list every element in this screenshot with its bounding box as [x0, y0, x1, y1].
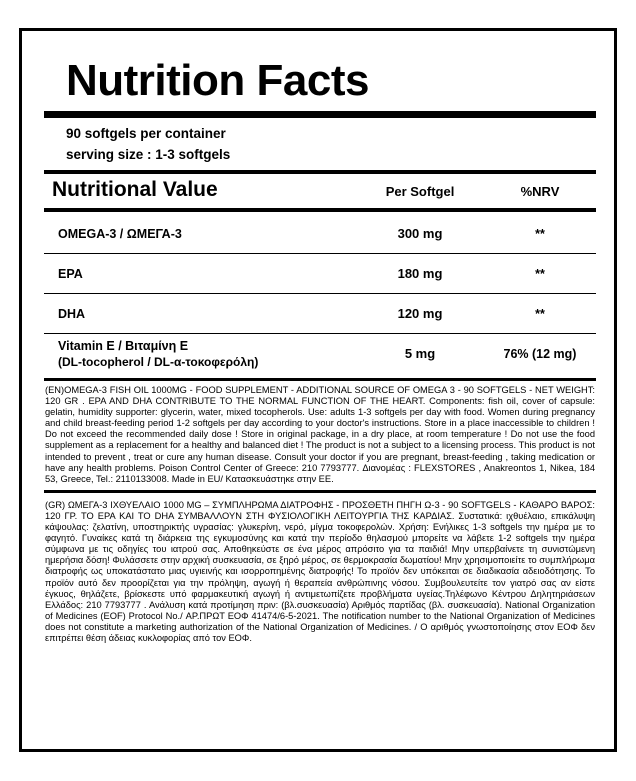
serving-info — [44, 122, 596, 167]
table-row — [44, 254, 596, 294]
legal-text-greek: (GR) ΩΜΕΓΑ-3 ΙΧΘΥΕΛΑΙΟ 1000 MG – ΣΥΜΠΛΗΡΩΜΑ ΔΙΑΤΡΟΦΗΣ - ΠΡΟΣΘΕΤΗ ΠΗΓΗ Ω-3 - 90 SOFTGELS - ΚΑΘΑΡΟ ΒΑΡΟΣ: 120 ΓΡ. ΤΟ ΕΡΑ ΚΑΙ ΤΟ DHA ΣΥΜΒΑΛΛΟΥΝ ΣΤΗ ΦΥΣΙΟΛΟΓΙΚΗ ΛΕΙΤΟΥΡΓΙΑ ΤΗΣ ΚΑΡΔΙΑΣ. Συστατικά: ιχθυέλαιο, επικάλυψη κάψουλας: ζελατίνη, υποστηρικτής υγρασίας: γλυκερίνη, νερό, μίγμα τοκοφερολών. Χρήση: Ενήλικες 1-3 softgels την ημέρα με το φαγητό. Γυναίκες κατά τη διάρκεια της εγκυμοσύνης και κατά την περίοδο θηλασμού μπορείτε να λάβετε 1-2 softgels την ημέρα σύμφωνα με τις οδηγίες του ιατρού σας. Αποθηκεύστε σε ένα μέρος απρόσιτο για τα παιδιά! Μην υπερβαίνετε τη συνιστώμενη ημερήσια δόση! Φυλάσσετε στην αρχική συσκευασία, σε ξηρό μέρος, σε θερμοκρασία δωματίου! Μην χρησιμοποιείτε το συμπλήρωμα διατροφής ως υποκατάστατο μιας υγιεινής και ισορροπημένης διατροφής! Το προϊόν δεν υπόκειται σε διαδικασία αδειοδότησης. Το προϊόν αυτό δεν προορίζεται για την πρόληψη, αγωγή ή θεραπεία ανθρώπινης νόσου. Συμβουλευτείτε τον γιατρό σας αν είστε έγκυος, θηλάζετε, βρίσκεστε υπό φαρμακευτική αγωγή ή αντιμετωπίζετε προβλήματα υγείας.Τηλέφωνο Κέντρου Δηλητηριάσεων Ελλάδος: 210 7793777 . Ανάλυση κατά προτίμηση πριν: (βλ.συσκευασία) Αριθμός παρτίδας (βλ. συσκευασία). National Organization of Medicines (EOF) Protocol No./ ΑΡ.ΠΡΩΤ ΕΟΦ 41474/6-5-2021. The notification number to the National Organization of Medicines does not constitute a marketing authorization of the National Organization of Medicines. / Ο αριθμός γνωστοποίησης στον ΕΟΦ δεν επιτρέπει θέση άδειας κυκλοφορίας από τον ΕΟΦ. — [45, 499, 595, 643]
nutrient-name-main: Vitamin E / Βιταμίνη E — [58, 338, 189, 353]
nutrient-name-sub: (DL-tocopherol / DL-α-τοκοφερόλη) — [58, 354, 259, 369]
legal-text-english: (EN)OMEGA-3 FISH OIL 1000MG - FOOD SUPPLEMENT - ADDITIONAL SOURCE OF OMEGA 3 - 90 SOFTGELS - NET WEIGHT: 120 GR . EPA AND DHA CONTRIBUTE TO THE NORMAL FUNCTION OF THE HEART. Components: fish oil, cover of capsule: gelatin, humidity supporter: glycerin, water, mixed tocopherols. Use: adults 1-3 softgels per day with food. Women during pregnancy and child breast-feeding period 1-2 softgels per day according to your doctor's instructions. Store in a place inaccessible to children ! Do not exceed the recommended daily dose ! Store in original package, in a dry place, at room temperature ! Do not use the food supplement as a replacement for a healthy and balanced diet ! The product is not a subject to a licensing process. This product is not intended to prevent , treat or cure any human disease. Consult your doctor if you are pregnant, breast-feeding , taking medication or have any health problems. Poison Control Center of Greece: 210 7793777. Διανομέας : FLEXSTORES , Anakreontos 1, Nikea, 184 53, Greece, Tel.: 2110133008. Made in EU/ Κατασκευάστηκε στην ΕΕ. — [45, 385, 595, 484]
nutrient-nrv: ** — [535, 306, 545, 321]
table-row — [44, 334, 596, 373]
table-row — [44, 214, 596, 254]
divider-thick-top — [44, 111, 596, 118]
nutrient-nrv: ** — [535, 226, 545, 241]
page-title: Nutrition Facts — [66, 56, 369, 105]
nutrient-amount: 180 mg — [397, 266, 443, 281]
nutrient-amount: 300 mg — [397, 226, 443, 241]
nutrient-nrv: 76% (12 mg) — [503, 346, 577, 361]
nutrient-amount: 5 mg — [404, 346, 436, 361]
nutrient-name: EPA — [58, 266, 83, 281]
nutrient-name: OMEGA-3 / ΩΜΕΓΑ-3 — [58, 226, 182, 241]
nutrient-amount: 120 mg — [397, 306, 443, 321]
nutrient-name: DHA — [58, 306, 86, 321]
divider-medium-2 — [44, 208, 596, 212]
column-header-nutritional-value: Nutritional Value — [52, 178, 218, 201]
table-header-row — [44, 176, 596, 205]
table-row — [44, 294, 596, 334]
divider-medium — [44, 170, 596, 174]
label-border-panel — [19, 28, 617, 752]
nutrient-nrv: ** — [535, 266, 545, 281]
column-header-per-softgel: Per Softgel — [385, 184, 455, 199]
label-content — [44, 45, 596, 739]
serving-size: serving size : 1-3 softgels — [66, 147, 231, 162]
serving-per-container: 90 softgels per container — [66, 126, 226, 141]
column-header-nrv: %NRV — [520, 184, 560, 199]
nutrient-name — [44, 338, 356, 370]
nutrition-table-body — [44, 214, 596, 373]
